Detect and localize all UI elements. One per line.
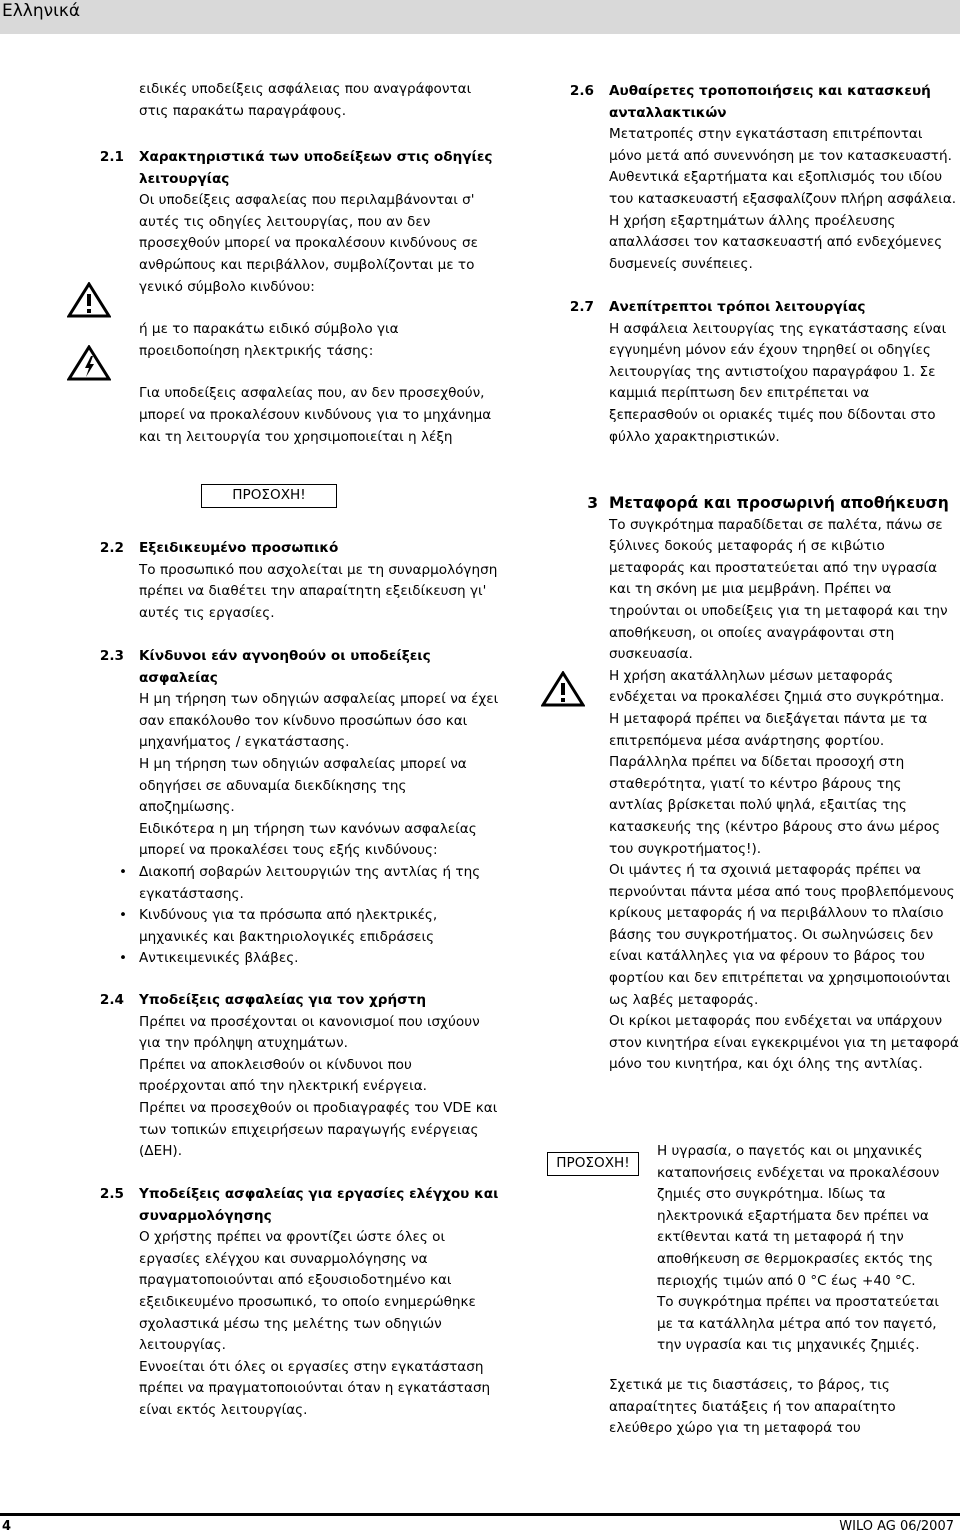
section-2-4 — [139, 990, 499, 1163]
section-2-1 — [139, 147, 499, 448]
section-2-5-paragraph-2: Εννοείται ότι όλες οι εργασίες στην εγκατάσταση πρέπει να πραγματοποιούνται όταν η εγκατάσταση είναι εκτός λειτουργίας. — [139, 1358, 491, 1418]
section-3 — [609, 493, 959, 1076]
section-2-3 — [139, 646, 499, 970]
section-2-3-bullet-3: • Αντικειμενικές βλάβες. — [139, 948, 499, 970]
language-label: Ελληνικά — [2, 1, 81, 21]
section-3-paragraph-5: Οι ιμάντες ή τα σχοινιά μεταφοράς πρέπει να περνούνται πάντα μέσα από τους προβλεπόμενους κρίκους μεταφοράς ή να περιβάλλουν το πλαίσιο βάσης του συγκροτήματος. Οι σωληνώσεις δεν είναι κατάλληλες για να φέρουν το βάρος του φορτίου και δεν επιτρέπεται να χρησιμοποιούνται ως λαβές μεταφοράς. — [609, 862, 955, 1008]
section-3-title: Μεταφορά και προσωρινή αποθήκευση — [609, 494, 949, 512]
section-2-7-body: Η ασφάλεια λειτουργίας της εγκατάστασης είναι εγγυημένη μόνον εάν έχουν τηρηθεί οι οδηγίες λειτουργίας της αντιστοίχου παραγράφου 1. Σε καμμιά περίπτωση δεν επιτρέπεται να ξεπερασθούν οι οριακές τιμές που δίδονται στο φύλλο χαρακτηριστικών. — [609, 320, 947, 445]
section-3-caution-paragraph-1: Η υγρασία, ο παγετός και οι μηχανικές καταπονήσεις ενδέχεται να προκαλέσουν ζημιές στο συγκρότημα. Ιδίως τα ηλεκτρονικά εξαρτήματα δεν πρέπει να εκτίθενται κατά τη μεταφορά ή την αποθήκευση σε θερμοκρασίες εκτός της περιοχής τιμών από 0 °C έως +40 °C. — [657, 1143, 940, 1289]
general-hazard-icon — [541, 671, 585, 707]
section-2-5 — [139, 1184, 499, 1422]
section-2-1-number: 2.1 — [99, 149, 124, 165]
section-2-7-number: 2.7 — [569, 299, 594, 315]
section-2-5-paragraph-1: Ο χρήστης πρέπει να φροντίζει ώστε όλες οι εργασίες ελέγχου και συναρμολόγησης να πραγματοποιούνται από εξουσιοδοτημένο και εξειδικευμένο προσωπικό, το οποίο ενημερώθηκε σχολαστικά μέσω της μελέτης των οδηγιών λειτουργίας. — [139, 1229, 476, 1354]
section-2-3-paragraph-2: Η μη τήρηση των οδηγιών ασφαλείας μπορεί να οδηγήσει σε αδυναμία διεκδίκησης της αποζημίωσης. — [139, 755, 467, 816]
section-2-3-number: 2.3 — [99, 648, 124, 664]
section-2-7 — [609, 297, 959, 448]
section-2-3-title: Κίνδυνοι εάν αγνοηθούν οι υποδείξεις ασφαλείας — [139, 648, 431, 686]
publisher-date: WILO AG 06/2007 — [839, 1519, 954, 1534]
section-2-4-title: Υποδείξεις ασφαλείας για τον χρήστη — [139, 992, 427, 1008]
section-2-6 — [609, 81, 959, 275]
section-2-2 — [139, 538, 499, 624]
caution-label-box: ΠΡΟΣΟΧΗ! — [201, 484, 337, 508]
section-2-2-number: 2.2 — [99, 540, 124, 556]
section-3-tail-text: Σχετικά με τις διαστάσεις, το βάρος, τις απαραίτητες διατάξεις ή τον απαραίτητο ελεύθερο χώρο για τη μεταφορά του — [609, 1377, 896, 1437]
section-2-6-paragraph-1: Μετατροπές στην εγκατάσταση επιτρέπονται μόνο μετά από συνεννόηση με τον κατασκευαστή. — [609, 126, 952, 164]
intro-line-2: στις παρακάτω παραγράφους. — [139, 102, 347, 119]
general-hazard-icon — [67, 282, 111, 318]
section-3-paragraph-3: Η μεταφορά πρέπει να διεξάγεται πάντα με τα επιτρεπόμενα μέσα ανάρτησης φορτίου. — [609, 710, 928, 749]
electrical-hazard-icon — [67, 345, 111, 381]
section-3-paragraph-4: Παράλληλα πρέπει να δίδεται προσοχή στη σταθερότητα, γιατί το κέντρο βάρους της αντλίας βρίσκεται πολύ ψηλά, εξαιτίας της κατασκευής της (κέντρο βάρους στο άνω μέρος του συγκροτήματος!). — [609, 754, 941, 857]
caution-label-box: ΠΡΟΣΟΧΗ! — [547, 1152, 639, 1176]
intro-text — [139, 79, 499, 122]
section-3-paragraph-2: Η χρήση ακατάλληλων μέσων μεταφοράς ενδέχεται να προκαλέσει ζημιά στο συγκρότημα. — [609, 667, 945, 706]
section-2-7-title: Ανεπίτρεπτοι τρόποι λειτουργίας — [609, 299, 866, 315]
section-2-4-number: 2.4 — [99, 992, 124, 1008]
section-2-5-number: 2.5 — [99, 1186, 124, 1202]
section-2-3-bullet-1: • Διακοπή σοβαρών λειτουργιών της αντλίας ή της εγκατάστασης. — [139, 862, 499, 905]
section-3-paragraph-6: Οι κρίκοι μεταφοράς που ενδέχεται να υπάρχουν στον κινητήρα είναι εγκεκριμένοι για τη μεταφορά μόνο του κινητήρα, και όχι όλης της αντλίας. — [609, 1013, 959, 1073]
section-2-3-paragraph-3: Ειδικότερα η μη τήρηση των κανόνων ασφαλείας μπορεί να προκαλέσει τους εξής κινδύνους: — [139, 820, 477, 859]
section-2-1-paragraph-1: Οι υποδείξεις ασφαλείας που περιλαμβάνονται σ' αυτές τις οδηγίες λειτουργίας, που αν δεν προσεχθούν μπορεί να προκαλέσουν κινδύνους σε ανθρώπους και περιβάλλον, συμβολίζονται με το γενικό σύμβολο κινδύνου: — [139, 192, 478, 295]
section-2-1-paragraph-2: ή με το παρακάτω ειδικό σύμβολο για προειδοποίηση ηλεκτρικής τάσης: — [139, 321, 399, 359]
page-number: 4 — [2, 1519, 12, 1534]
footer-rule — [0, 1513, 960, 1516]
section-2-6-title: Αυθαίρετες τροποποιήσεις και κατασκευή ανταλλακτικών — [609, 83, 931, 121]
section-2-3-paragraph-1: Η μη τήρηση των οδηγιών ασφαλείας μπορεί να έχει σαν επακόλουθο τον κίνδυνο προσώπων όσο και μηχανήματος / εγκατάστασης. — [139, 691, 499, 751]
section-2-4-paragraph-2: Πρέπει να αποκλεισθούν οι κίνδυνοι που προέρχονται από την ηλεκτρική ενέργεια. — [139, 1056, 428, 1095]
intro-line-1: ειδικές υποδείξεις ασφάλειας που αναγράφονται — [139, 81, 472, 97]
section-2-6-number: 2.6 — [569, 83, 594, 99]
section-2-3-bullet-2: • Κινδύνους για τα πρόσωπα από ηλεκτρικές, μηχανικές και βακτηριολογικές επιδράσεις — [139, 905, 499, 948]
section-3-number: 3 — [587, 494, 598, 512]
language-header — [0, 0, 960, 34]
section-2-4-paragraph-3: Πρέπει να προσεχθούν οι προδιαγραφές του VDE και των τοπικών επιχειρήσεων παραγωγής ενέργειας (ΔΕΗ). — [139, 1099, 498, 1160]
section-2-4-paragraph-1: Πρέπει να προσέχονται οι κανονισμοί που ισχύουν για την πρόληψη ατυχημάτων. — [139, 1013, 480, 1052]
section-3-caution — [657, 1141, 959, 1357]
section-2-1-title: Χαρακτηριστικά των υποδείξεων στις οδηγίες λειτουργίας — [139, 149, 493, 187]
section-2-1-paragraph-3: Για υποδείξεις ασφαλείας που, αν δεν προσεχθούν, μπορεί να προκαλέσουν κινδύνους για το μηχάνημα και τη λειτουργία του χρησιμοποιείται η λέξη — [139, 385, 492, 445]
section-2-6-paragraph-2: Αυθεντικά εξαρτήματα και εξοπλισμός του ιδίου του κατασκευαστή εξασφαλίζουν πλήρη ασφάλεια. Η χρήση εξαρτημάτων άλλης προέλευσης απαλλάσσει τον κατασκευαστή από ενδεχόμενες δυσμενείς συνέπειες. — [609, 169, 957, 272]
section-3-tail — [609, 1375, 959, 1440]
section-2-2-title: Εξειδικευμένο προσωπικό — [139, 540, 339, 556]
section-3-caution-paragraph-2: Το συγκρότημα πρέπει να προστατεύεται με τα κατάλληλα μέτρα από τον παγετό, την υγρασία και τις μηχανικές ζημιές. — [657, 1294, 940, 1354]
section-2-2-body: Το προσωπικό που ασχολείται με τη συναρμολόγηση πρέπει να διαθέτει την απαραίτητη εξειδίκευση γι' αυτές τις εργασίες. — [139, 561, 498, 621]
section-3-paragraph-1: Το συγκρότημα παραδίδεται σε παλέτα, πάνω σε ξύλινες δοκούς μεταφοράς ή σε κιβώτιο μεταφοράς και προστατεύεται από την υγρασία και τη σκόνη με μια μεμβράνη. Πρέπει να τηρούνται οι υποδείξεις για τη μεταφορά και την αποθήκευση, οι οποίες αναγράφονται στη συσκευασία. — [609, 516, 948, 663]
section-2-5-title: Υποδείξεις ασφαλείας για εργασίες ελέγχου και συναρμολόγησης — [139, 1186, 499, 1224]
